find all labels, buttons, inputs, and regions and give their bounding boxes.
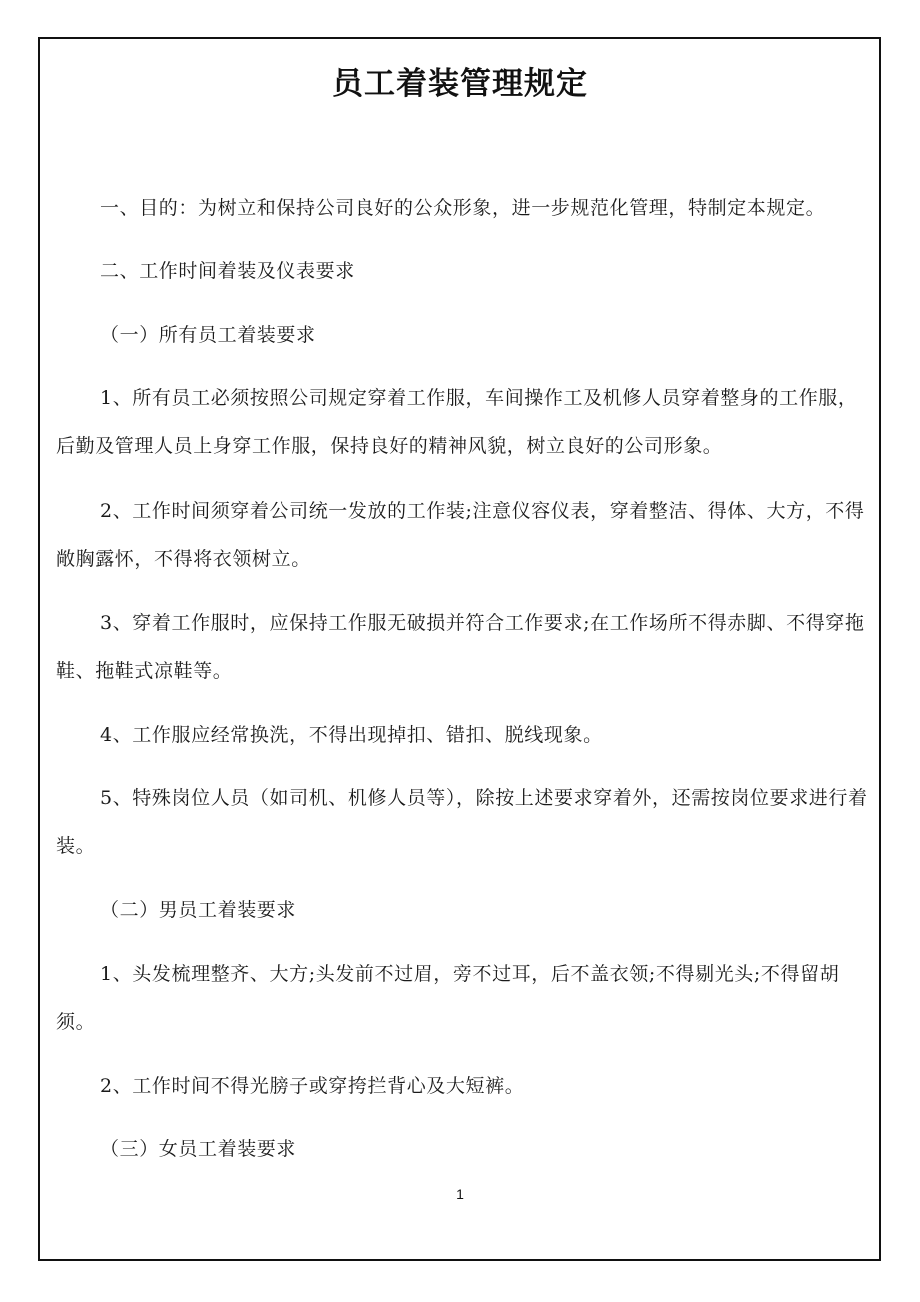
paragraph-rule-3: 3、穿着工作服时，应保持工作服无破损并符合工作要求;在工作场所不得赤脚、不得穿拖鞋、拖鞋式凉鞋等。	[56, 612, 865, 682]
subsection-heading-male-staff: （二）男员工着装要求	[100, 899, 297, 921]
section-heading-work-attire: 二、工作时间着装及仪表要求	[100, 260, 355, 282]
document-title: 员工着装管理规定	[332, 66, 588, 102]
paragraph-male-rule-2: 2、工作时间不得光膀子或穿挎拦背心及大短裤。	[100, 1075, 525, 1097]
subsection-heading-all-staff: （一）所有员工着装要求	[100, 324, 316, 346]
paragraph-rule-5: 5、特殊岗位人员（如司机、机修人员等），除按上述要求穿着外，还需按岗位要求进行着装。	[56, 787, 868, 857]
paragraph-rule-4: 4、工作服应经常换洗，不得出现掉扣、错扣、脱线现象。	[100, 724, 603, 746]
paragraph-purpose: 一、目的：为树立和保持公司良好的公众形象，进一步规范化管理，特制定本规定。	[100, 197, 826, 219]
page-number: 1	[456, 1186, 464, 1202]
paragraph-rule-1: 1、所有员工必须按照公司规定穿着工作服，车间操作工及机修人员穿着整身的工作服，后勤及管理人员上身穿工作服，保持良好的精神风貌，树立良好的公司形象。	[56, 387, 858, 457]
paragraph-male-rule-1: 1、头发梳理整齐、大方;头发前不过眉，旁不过耳，后不盖衣领;不得剔光头;不得留胡须。	[56, 963, 840, 1033]
paragraph-rule-2: 2、工作时间须穿着公司统一发放的工作装;注意仪容仪表，穿着整洁、得体、大方，不得敞胸露怀，不得将衣领树立。	[56, 500, 865, 570]
subsection-heading-female-staff: （三）女员工着装要求	[100, 1138, 297, 1160]
